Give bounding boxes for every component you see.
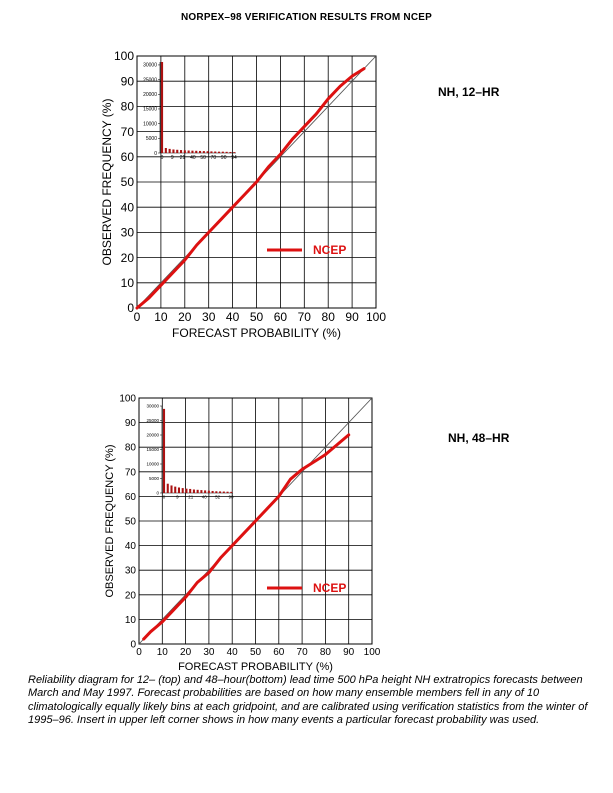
chart1-xtick-label: 50 (249, 310, 264, 324)
chart2-ytick-label: 50 (124, 516, 136, 528)
chart2-xlabel: FORECAST PROBABILITY (%) (178, 661, 333, 673)
chart2-xtick-label: 50 (249, 647, 262, 658)
page-title: NORPEX–98 VERIFICATION RESULTS FROM NCEP (181, 12, 432, 23)
figure-caption: Reliability diagram for 12– (top) and 48–hour(bottom) lead time 500 hPa height NH extratropics forecasts between March and May 1997. Forecast probabilities are based on how many ensemble members fell in any of 10 climatologically equally likely bins at each gridpoint, and are calibrated using verification statistics from the winter of 1995–96. Insert in upper left corner shows in how many events a particular forecast probability was used. (28, 674, 588, 727)
chart1-inset-bar (165, 148, 167, 153)
chart1-inset-xtick-label: 0 (160, 155, 164, 161)
chart1-inset-bar (180, 150, 182, 153)
chart2-xtick-label: 40 (226, 647, 238, 658)
chart1-inset-bar (222, 152, 224, 153)
chart1-ytick-label: 10 (120, 276, 134, 290)
chart1-inset-xtick-label: 40 (190, 155, 196, 161)
chart2-ytick-label: 40 (124, 541, 136, 553)
chart2-xtick-label: 20 (180, 647, 192, 658)
chart1-xlabel: FORECAST PROBABILITY (%) (172, 326, 341, 340)
chart1-inset-bar (199, 151, 201, 153)
chart2-inset-bar (182, 488, 184, 493)
chart2-ytick-label: 20 (124, 590, 136, 602)
chart1-inset-xtick-label: 94 (231, 155, 237, 161)
chart2-inset-ytick-label: 15000 (146, 447, 159, 453)
chart2-ytick-label: 70 (124, 467, 136, 479)
chart1-inset-ytick-label: 5000 (145, 136, 157, 143)
chart2-inset-bar (178, 487, 180, 493)
chart1-inset-xtick-label: 70 (210, 155, 217, 161)
chart1-ytick-label: 60 (120, 150, 134, 164)
chart2-ytick-label: 90 (124, 418, 136, 430)
chart2-xtick-label: 10 (156, 647, 168, 658)
chart1-inset-bar (203, 151, 205, 153)
chart2-inset-ytick-label: 20000 (146, 432, 159, 438)
chart1-inset-bar (161, 62, 163, 153)
chart2-xtick-label: 0 (136, 647, 142, 658)
chart1-inset-ytick-label: 10000 (143, 121, 157, 128)
chart2-xtick-label: 70 (296, 647, 308, 658)
chart1-ytick-label: 50 (120, 175, 134, 190)
chart1-inset-ytick-label: 30000 (143, 62, 157, 69)
chart2-inset-bar (197, 490, 199, 493)
chart2-xtick-label: 80 (319, 647, 331, 658)
chart2-inset-xtick-label: 21 (188, 494, 194, 500)
chart2-inset-bar (212, 491, 214, 493)
chart1-ytick-label: 90 (120, 74, 134, 89)
chart1-xtick-label: 60 (273, 310, 288, 324)
chart1-inset-bar (191, 151, 193, 153)
chart2-xtick-label: 100 (363, 647, 381, 658)
chart2-series-ncep-line (144, 432, 349, 639)
chart1-xtick-label: 40 (225, 310, 240, 324)
chart1-xtick-label: 30 (202, 310, 216, 324)
chart1-inset-bar (176, 150, 178, 153)
chart1-xtick-label: 10 (154, 310, 168, 324)
chart2-inset-ytick-label: 30000 (146, 403, 159, 409)
chart2-inset-bar (215, 491, 217, 493)
chart2-xtick-label: 60 (273, 647, 285, 658)
chart2-ytick-label: 80 (124, 442, 136, 454)
chart2-panel-label: NH, 48–HR (448, 431, 510, 445)
chart1-inset-xtick-label: 9 (170, 155, 174, 161)
chart1-inset-bar (195, 151, 197, 153)
chart1-inset-bar (188, 151, 190, 153)
chart1-inset-ytick-label: 25000 (143, 77, 157, 84)
chart1-inset-bar (184, 150, 186, 153)
chart1-ytick-label: 30 (120, 225, 134, 240)
chart2-inset-xtick-label: 90 (228, 494, 234, 500)
chart2-legend-label: NCEP (313, 581, 347, 595)
chart2-ylabel: OBSERVED FREQUENCY (%) (104, 444, 116, 598)
chart2-inset-bar (174, 487, 176, 493)
chart2-inset-bar (185, 489, 187, 493)
chart1-inset-ytick-label: 0 (154, 150, 157, 157)
chart2-inset-bar (223, 492, 225, 493)
chart1-xtick-label: 100 (365, 310, 387, 324)
chart2-ytick-label: 30 (124, 565, 136, 577)
chart2-inset-xtick-label: 52 (215, 494, 221, 500)
chart1-inset-bar (233, 152, 235, 153)
chart2-inset-bar (167, 484, 169, 493)
chart2-inset-xtick-label: 0 (162, 494, 166, 500)
chart2-inset-bar (189, 489, 191, 493)
chart2-ytick-label: 60 (124, 491, 136, 503)
chart1-inset-bar (229, 152, 231, 153)
chart1-xtick-label: 0 (133, 310, 141, 324)
chart2-ytick-label: 0 (130, 639, 136, 651)
chart2-inset-xtick-label: 9 (176, 494, 179, 500)
chart1-ylabel: OBSERVED FREQUENCY (%) (100, 98, 114, 266)
chart1-xtick-label: 70 (297, 310, 311, 324)
chart1-group (100, 49, 500, 340)
chart2-inset-ytick-label: 0 (156, 490, 159, 496)
chart2-inset-ytick-label: 25000 (146, 418, 159, 424)
chart2-inset-bar (163, 409, 165, 493)
chart1-inset-xtick-label: 90 (220, 155, 227, 161)
chart1-ytick-label: 40 (120, 200, 134, 215)
chart2-inset-ytick-label: 5000 (148, 476, 159, 482)
chart1-legend-label: NCEP (313, 243, 347, 257)
chart2-inset-bar (204, 490, 206, 493)
chart2-xtick-label: 30 (203, 647, 215, 658)
chart2-inset-bar (230, 492, 232, 493)
chart1-ytick-label: 20 (120, 250, 134, 265)
chart2-inset-bar (227, 492, 229, 493)
chart1-inset-bar (218, 152, 220, 153)
chart1-xtick-label: 20 (178, 310, 192, 324)
chart2-ytick-label: 10 (124, 614, 136, 626)
chart1-inset-bar (214, 152, 216, 153)
chart1-ytick-label: 100 (113, 49, 134, 64)
chart1-xtick-label: 80 (321, 310, 335, 324)
chart1-inset-ytick-label: 20000 (143, 92, 157, 99)
chart2-inset-ytick-label: 10000 (146, 461, 159, 467)
chart2-xtick-label: 90 (343, 647, 355, 658)
chart2-inset-bar (208, 491, 210, 493)
chart2-group (104, 394, 510, 674)
chart1-inset-bar (169, 149, 171, 153)
chart2-inset-bar (219, 491, 221, 493)
chart2-inset-xtick-label: 40 (201, 494, 207, 500)
chart1-inset-bar (172, 149, 174, 153)
chart2-inset-bar (193, 490, 195, 493)
chart1-inset-xtick-label: 50 (200, 155, 206, 161)
chart1-inset-ytick-label: 15000 (143, 106, 157, 113)
chart1-inset-xtick-label: 21 (179, 155, 186, 161)
chart2-inset-bar (200, 490, 202, 493)
chart1-panel-label: NH, 12–HR (438, 85, 500, 99)
chart1-ytick-label: 80 (120, 99, 134, 114)
chart1-inset-bar (207, 151, 209, 153)
chart1-xtick-label: 90 (345, 310, 359, 324)
chart1-inset-bar (210, 151, 212, 153)
chart2-inset-bar (170, 485, 172, 493)
chart1-ytick-label: 0 (127, 301, 134, 316)
chart1-ytick-label: 70 (120, 124, 134, 139)
chart2-ytick-label: 100 (119, 393, 136, 405)
chart1-inset-bar (226, 152, 228, 153)
